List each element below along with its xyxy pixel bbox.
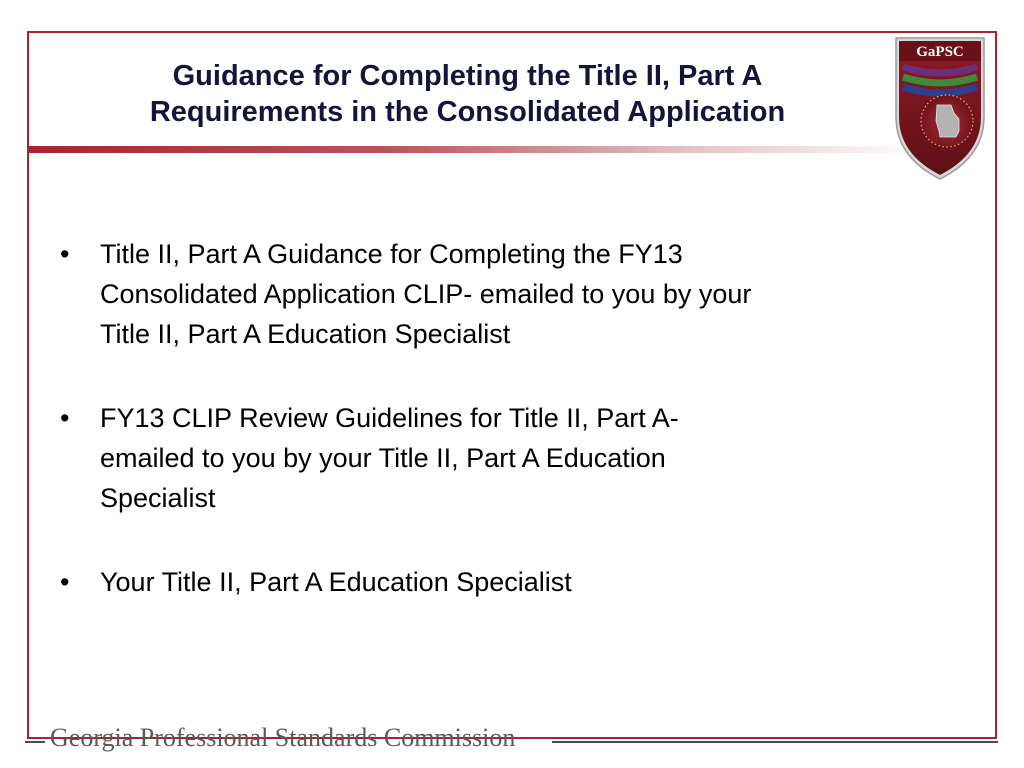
bullet-line: Specialist	[100, 483, 216, 513]
bullet-line: emailed to you by your Title II, Part A Education	[100, 443, 666, 473]
gapsc-logo-icon	[893, 35, 987, 181]
footer-text: Georgia Professional Standards Commission	[50, 723, 516, 752]
slide-title	[60, 58, 875, 130]
footer-divider-left	[25, 741, 45, 743]
title-line-1: Guidance for Completing the Title II, Part A	[172, 60, 763, 92]
list-item	[60, 234, 940, 354]
bullet-line: Consolidated Application CLIP- emailed to you by your	[100, 279, 752, 309]
bullet-line: Title II, Part A Guidance for Completing the FY13	[100, 239, 683, 269]
bullet-list	[60, 234, 940, 646]
list-item	[60, 398, 940, 518]
bullet-dot: •	[60, 567, 70, 597]
footer-divider-right	[552, 741, 998, 743]
title-line-2: Requirements in the Consolidated Application	[149, 96, 786, 128]
footer	[0, 722, 1024, 756]
bullet-line: FY13 CLIP Review Guidelines for Title II, Part A-	[100, 403, 679, 433]
bullet-line: Title II, Part A Education Specialist	[100, 319, 511, 349]
bullet-line: Your Title II, Part A Education Specialist	[100, 567, 572, 597]
title-gradient-bar	[29, 146, 929, 153]
bullet-dot: •	[60, 239, 70, 269]
list-item	[60, 562, 940, 602]
bullet-dot: •	[60, 403, 70, 433]
logo-name-text: GaPSC	[916, 44, 964, 60]
